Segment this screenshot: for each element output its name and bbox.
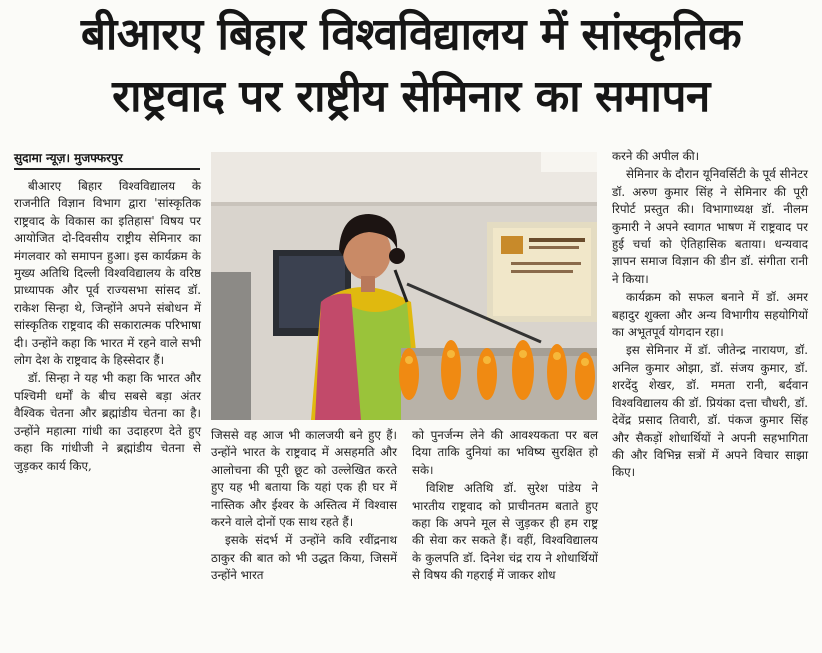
paragraph: डॉ. सिन्हा ने यह भी कहा कि भारत और पश्चिमी धर्मों के बीच सबसे बड़ा अंतर वैश्विक चेतना और ब्रह्मांडीय चेतना का है। उन्होंने महात्मा गांधी का उदाहरण देते हुए कहा कि गांधीजी ने ब्रह्मांडीय चेतना से जुड़कर कार्य किए, (14, 371, 201, 473)
headline-line-1: बीआरए बिहार विश्वविद्यालय में सांस्कृतिक (80, 9, 742, 60)
paragraph: इसके संदर्भ में उन्होंने कवि रवींद्रनाथ ठाकुर की बात को भी उद्धत किया, जिसमें उन्होंने भारत (211, 533, 397, 583)
paragraph: इस सेमिनार में डॉ. जीतेन्द्र नारायण, डॉ. अनिल कुमार ओझा, डॉ. संजय कुमार, डॉ. शरदेंदु शेखर, डॉ. ममता रानी, बर्दवान विश्वविद्यालय की डॉ. प्रियंका दत्ता चौधरी, डॉ. देवेंद्र प्रसाद तिवारी, डॉ. पंकज कुमार सिंह और सैकड़ों शोधार्थियों ने अपनी सहभागिता की और विभिन्न सत्रों में अपने विचार साझा किए। (612, 343, 808, 480)
headline (0, 4, 822, 142)
paragraph: सेमिनार के दौरान यूनिवर्सिटी के पूर्व सीनेटर डॉ. अरुण कुमार सिंह ने सेमिनार की पूरी रिपोर्ट प्रस्तुत की। विभागाध्यक्ष डॉ. नीलम कुमारी ने अपने स्वागत भाषण में राष्ट्रवाद पर हुई चर्चा को ऐतिहासिक बताया। धन्यवाद ज्ञापन समाज विज्ञान की डीन डॉ. संगीता रानी ने किया। (612, 167, 808, 286)
byline-rule (14, 168, 200, 170)
headline-line-2: राष्ट्रवाद पर राष्ट्रीय सेमिनार का समापन (112, 71, 710, 122)
article-column-3 (412, 427, 598, 585)
paragraph: को पुनर्जन्म लेने की आवश्यकता पर बल दिया ताकि दुनियां का भविष्य सुरक्षित हो सके। (412, 428, 598, 477)
paragraph: विशिष्ट अतिथि डॉ. सुरेश पांडेय ने भारतीय राष्ट्रवाद को प्राचीनतम बताते हुए कहा कि अपने मूल से जुड़कर ही हम राष्ट्र की सेवा कर सकते हैं। वहीं, विश्वविद्यालय के कुलपति डॉ. दिनेश चंद्र राय ने शोधार्थियों से विषय की गहराई में जाकर शोध (412, 481, 598, 583)
article-column-2 (211, 427, 397, 585)
article-column-4 (612, 148, 808, 482)
byline: सुदामा न्यूज़। मुजफ्फरपुर (14, 151, 123, 165)
paragraph: जिससे वह आज भी कालजयी बने हुए हैं। उन्होंने भारत के राष्ट्रवाद में असहमति और आलोचना की पूरी छूट को उल्लेखित करते हुए यह भी बताया कि यहां एक ही घर में नास्तिक और ईश्वर के अस्तित्व में विश्वास करने वाले दोनों एक साथ रहते हैं। (211, 428, 397, 530)
paragraph: करने की अपील की। (612, 149, 700, 163)
paragraph: कार्यक्रम को सफल बनाने में डॉ. अमर बहादुर शुक्ला और अन्य विभागीय सहयोगियों का अभूतपूर्व योगदान रहा। (612, 290, 808, 340)
seminar-photo (211, 152, 597, 420)
article-column-1 (14, 178, 201, 475)
paragraph: बीआरए बिहार विश्वविद्यालय के राजनीति विज्ञान विभाग द्वारा 'सांस्कृतिक राष्ट्रवाद के विकास का इतिहास' विषय पर आयोजित दो-दिवसीय राष्ट्रीय सेमिनार का मंगलवार को समापन हुआ। इस कार्यक्रम के मुख्य अतिथि दिल्ली विश्वविद्यालय के वरिष्ठ प्राध्यापक और पूर्व राज्यसभा सांसद डॉ. राकेश सिन्हा थे, जिन्होंने अपने संबोधन में सांस्कृतिक राष्ट्रवाद की सकारात्मक परिभाषा दी। उन्होंने कहा कि भारत में रहने वाले सभी लोग देश के राष्ट्रवाद के हिस्सेदार हैं। (14, 179, 201, 368)
